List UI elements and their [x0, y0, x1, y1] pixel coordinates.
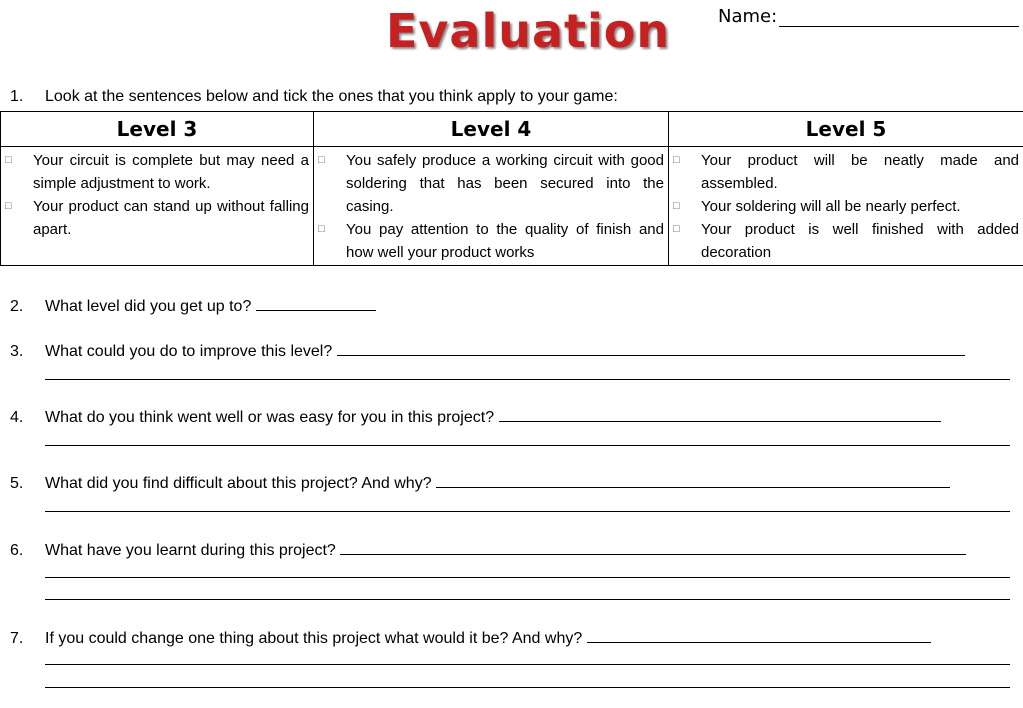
- level-5-heading: Level 5: [669, 112, 1023, 147]
- answer-line[interactable]: [45, 379, 1010, 380]
- answer-line[interactable]: [45, 664, 1010, 665]
- question-text: What level did you get up to?: [45, 298, 252, 315]
- name-label: Name:: [718, 6, 778, 27]
- answer-blank[interactable]: [436, 471, 950, 488]
- question-text: What did you find difficult about this project? And why?: [45, 475, 432, 492]
- criterion-text: Your soldering will all be nearly perfect.: [701, 198, 961, 215]
- question-text: What have you learnt during this project?: [45, 542, 336, 559]
- question-number: 2.: [10, 298, 24, 315]
- answer-blank[interactable]: [499, 405, 941, 422]
- level-4-criteria: [314, 147, 669, 266]
- question-number: 1.: [10, 88, 24, 105]
- level-table: [0, 111, 1023, 266]
- criterion-item[interactable]: [5, 195, 309, 241]
- page-title: Evaluation: [386, 4, 671, 58]
- criterion-item[interactable]: [673, 195, 1019, 218]
- answer-line[interactable]: [45, 687, 1010, 688]
- checkbox-icon[interactable]: □: [673, 154, 680, 166]
- question-number: 4.: [10, 409, 24, 426]
- answer-line[interactable]: [45, 445, 1010, 446]
- question-5: [10, 471, 950, 493]
- question-number: 7.: [10, 630, 24, 647]
- answer-blank[interactable]: [337, 339, 965, 356]
- question-text: Look at the sentences below and tick the ones that you think apply to your game:: [45, 88, 618, 105]
- question-number: 3.: [10, 343, 24, 360]
- name-blank[interactable]: [779, 8, 1019, 27]
- question-text: What could you do to improve this level?: [45, 343, 333, 360]
- question-number: 6.: [10, 542, 24, 559]
- criterion-item[interactable]: [673, 149, 1019, 195]
- criterion-item[interactable]: [318, 149, 664, 218]
- level-4-heading: Level 4: [314, 112, 669, 147]
- answer-line[interactable]: [45, 599, 1010, 600]
- question-3: [10, 339, 965, 361]
- criterion-text: Your product is well finished with added decoration: [701, 221, 1019, 261]
- question-6: [10, 538, 966, 560]
- criterion-text: Your circuit is complete but may need a simple adjustment to work.: [33, 152, 309, 192]
- answer-blank[interactable]: [587, 626, 931, 643]
- question-7: [10, 626, 931, 648]
- level-3-heading: Level 3: [1, 112, 314, 147]
- question-number: 5.: [10, 475, 24, 492]
- answer-line[interactable]: [45, 577, 1010, 578]
- question-text: What do you think went well or was easy for you in this project?: [45, 409, 495, 426]
- checkbox-icon[interactable]: □: [5, 154, 12, 166]
- criterion-text: Your product will be neatly made and assembled.: [701, 152, 1019, 192]
- level-3-criteria: [1, 147, 314, 266]
- answer-blank[interactable]: [340, 538, 966, 555]
- checkbox-icon[interactable]: □: [673, 223, 680, 235]
- criterion-item[interactable]: [673, 218, 1019, 264]
- answer-line[interactable]: [45, 511, 1010, 512]
- criterion-text: You pay attention to the quality of finish and how well your product works: [346, 221, 664, 261]
- name-field[interactable]: [718, 6, 1019, 27]
- checkbox-icon[interactable]: □: [673, 200, 680, 212]
- criterion-item[interactable]: [5, 149, 309, 195]
- checkbox-icon[interactable]: □: [5, 200, 12, 212]
- question-4: [10, 405, 941, 427]
- question-2: [10, 294, 376, 316]
- question-1: [10, 88, 618, 106]
- criterion-text: Your product can stand up without falling apart.: [33, 198, 309, 238]
- level-5-criteria: [669, 147, 1023, 266]
- checkbox-icon[interactable]: □: [318, 223, 325, 235]
- criterion-item[interactable]: [318, 218, 664, 264]
- answer-blank[interactable]: [256, 294, 376, 311]
- criterion-text: You safely produce a working circuit with good soldering that has been secured into the casing.: [346, 152, 664, 215]
- question-text: If you could change one thing about this project what would it be? And why?: [45, 630, 583, 647]
- checkbox-icon[interactable]: □: [318, 154, 325, 166]
